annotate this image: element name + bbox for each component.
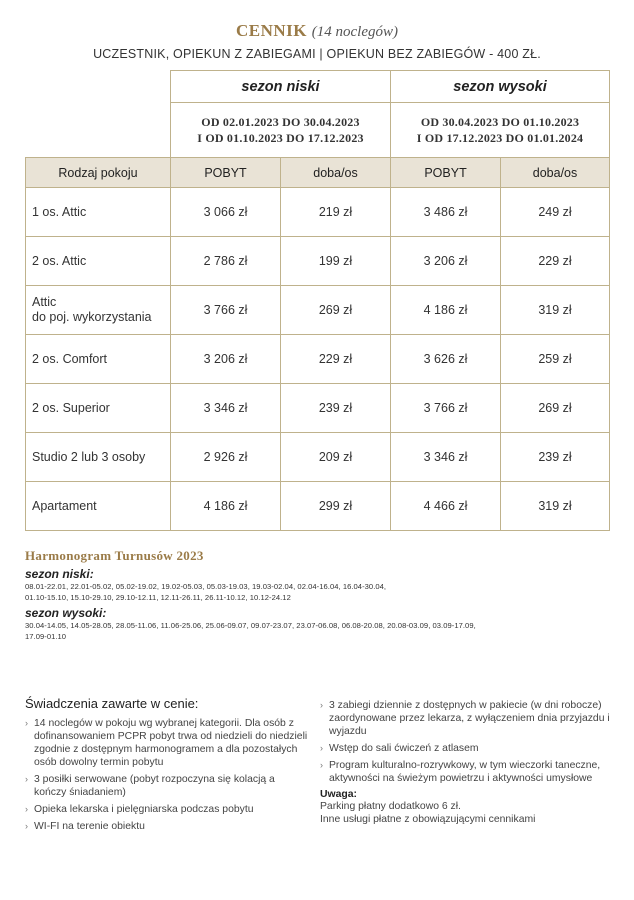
- page-header: [0, 20, 634, 61]
- list-item: [25, 803, 310, 816]
- col-header-low-doba: doba/os: [281, 158, 391, 188]
- room-name: [26, 286, 171, 335]
- benefits-right-column: [320, 699, 615, 826]
- high-pobyt-price: 3 486 zł: [391, 188, 501, 237]
- high-pobyt-price: 3 626 zł: [391, 335, 501, 384]
- page-title: CENNIK: [236, 21, 308, 40]
- table-row: [26, 188, 610, 237]
- benefit-text: 3 posiłki serwowane (pobyt rozpoczyna się kolacją a kończy śniadaniem): [34, 774, 275, 798]
- list-item: [25, 773, 310, 799]
- list-item: [25, 717, 310, 769]
- schedule-title: Harmonogram Turnusów 2023: [25, 548, 204, 563]
- low-doba-price: 239 zł: [281, 384, 391, 433]
- low-pobyt-price: 3 766 zł: [171, 286, 281, 335]
- col-header-low-pobyt: POBYT: [171, 158, 281, 188]
- chevron-right-icon: ›: [25, 821, 28, 831]
- chevron-right-icon: ›: [320, 760, 323, 770]
- high-doba-price: 229 zł: [501, 237, 610, 286]
- low-doba-price: 229 zł: [281, 335, 391, 384]
- empty-corner: [26, 71, 171, 103]
- chevron-right-icon: ›: [25, 718, 28, 728]
- low-pobyt-price: 2 786 zł: [171, 237, 281, 286]
- price-table: [25, 70, 610, 531]
- schedule-low-dates-1: 08.01-22.01, 22.01-05.02, 05.02-19.02, 19.02-05.03, 05.03-19.03, 19.03-02.04, 02.04-16.04, 16.04-30.04,: [25, 582, 387, 591]
- low-pobyt-price: 4 186 zł: [171, 482, 281, 531]
- room-name: [26, 188, 171, 237]
- chevron-right-icon: ›: [320, 700, 323, 710]
- chevron-right-icon: ›: [25, 774, 28, 784]
- note-parking: Parking płatny dodatkowo 6 zł.: [320, 801, 461, 812]
- table-row: [26, 237, 610, 286]
- high-doba-price: 319 zł: [501, 482, 610, 531]
- room-name-line1: 2 os. Superior: [32, 400, 110, 415]
- list-item: [320, 759, 615, 785]
- season-high-header: sezon wysoki: [391, 71, 610, 103]
- room-name-line1: Studio 2 lub 3 osoby: [32, 449, 146, 464]
- season-low-header: sezon niski: [171, 71, 391, 103]
- season-low-dates: [171, 103, 391, 158]
- schedule-low-dates-2: 01.10-15.10, 15.10-29.10, 29.10-12.11, 12.11-26.11, 26.11-10.12, 10.12-24.12: [25, 593, 291, 602]
- room-name-line1: 2 os. Attic: [32, 253, 87, 268]
- schedule-high-dates-2: 17.09-01.10: [25, 632, 67, 641]
- table-row: [26, 286, 610, 335]
- benefit-text: WI-FI na terenie obiektu: [34, 821, 145, 832]
- low-doba-price: 299 zł: [281, 482, 391, 531]
- table-row: [26, 482, 610, 531]
- high-pobyt-price: 4 466 zł: [391, 482, 501, 531]
- benefit-text: 14 noclegów w pokoju wg wybranej kategorii. Dla osób z dofinansowaniem PCPR pobyt trwa od niedzieli do niedzieli zgodnie z dostępnym harmonogramem a dla pozostałych osób dowolny termin pobytu: [34, 718, 308, 768]
- season-high-range2: I OD 17.12.2023 DO 01.01.2024: [416, 131, 584, 145]
- low-doba-price: 209 zł: [281, 433, 391, 482]
- room-name-line1: 1 os. Attic: [32, 204, 87, 219]
- chevron-right-icon: ›: [320, 743, 323, 753]
- room-name-line1: Apartament: [32, 498, 97, 513]
- high-doba-price: 249 zł: [501, 188, 610, 237]
- low-pobyt-price: 2 926 zł: [171, 433, 281, 482]
- schedule-high-label: sezon wysoki:: [25, 606, 107, 620]
- list-item: [25, 820, 310, 833]
- low-pobyt-price: 3 066 zł: [171, 188, 281, 237]
- page-title-line: [0, 20, 634, 43]
- list-item: [320, 699, 615, 738]
- schedule-low-label: sezon niski:: [25, 567, 94, 581]
- season-low-range1: OD 02.01.2023 DO 30.04.2023: [201, 115, 360, 129]
- col-header-room: Rodzaj pokoju: [26, 158, 171, 188]
- benefit-text: Opieka lekarska i pielęgniarska podczas pobytu: [34, 804, 254, 815]
- table-row: [26, 335, 610, 384]
- high-doba-price: 259 zł: [501, 335, 610, 384]
- room-name-line1: Attic: [32, 295, 57, 309]
- room-name: [26, 384, 171, 433]
- page-title-note: (14 noclegów): [311, 24, 398, 40]
- schedule-section: [25, 548, 615, 642]
- season-low-range2: I OD 01.10.2023 DO 17.12.2023: [197, 131, 364, 145]
- page-subtitle: UCZESTNIK, OPIEKUN Z ZABIEGAMI | OPIEKUN BEZ ZABIEGÓW - 400 ZŁ.: [93, 47, 541, 61]
- col-header-high-doba: doba/os: [501, 158, 610, 188]
- low-doba-price: 269 zł: [281, 286, 391, 335]
- high-doba-price: 269 zł: [501, 384, 610, 433]
- high-pobyt-price: 3 766 zł: [391, 384, 501, 433]
- low-doba-price: 199 zł: [281, 237, 391, 286]
- col-header-high-pobyt: POBYT: [391, 158, 501, 188]
- high-pobyt-price: 4 186 zł: [391, 286, 501, 335]
- low-pobyt-price: 3 206 zł: [171, 335, 281, 384]
- room-name-line2: do poj. wykorzystania: [32, 310, 152, 324]
- table-row: [26, 433, 610, 482]
- empty-corner-2: [26, 103, 171, 158]
- low-pobyt-price: 3 346 zł: [171, 384, 281, 433]
- room-name: [26, 482, 171, 531]
- table-row: [26, 384, 610, 433]
- room-name-line1: 2 os. Comfort: [32, 351, 108, 366]
- note-title: Uwaga:: [320, 789, 357, 800]
- high-doba-price: 319 zł: [501, 286, 610, 335]
- chevron-right-icon: ›: [25, 804, 28, 814]
- season-high-dates: [391, 103, 610, 158]
- season-high-range1: OD 30.04.2023 DO 01.10.2023: [420, 115, 580, 129]
- benefits-list-right: [320, 699, 615, 785]
- room-name: [26, 433, 171, 482]
- benefits-title: Świadczenia zawarte w cenie:: [25, 696, 199, 711]
- note-other: Inne usługi płatne z obowiązującymi cennikami: [320, 814, 536, 825]
- room-name: [26, 335, 171, 384]
- benefit-text: Program kulturalno-rozrywkowy, w tym wieczorki taneczne, aktywności na świeżym powietrzu i aktywności umysłowe: [329, 760, 601, 784]
- list-item: [320, 742, 615, 755]
- high-pobyt-price: 3 346 zł: [391, 433, 501, 482]
- low-doba-price: 219 zł: [281, 188, 391, 237]
- high-pobyt-price: 3 206 zł: [391, 237, 501, 286]
- benefits-left-column: [25, 696, 310, 837]
- high-doba-price: 239 zł: [501, 433, 610, 482]
- schedule-high-dates-1: 30.04-14.05, 14.05-28.05, 28.05-11.06, 11.06-25.06, 25.06-09.07, 09.07-23.07, 23.07-06.08, 06.08-20.08, 20.08-03.09, 03.09-17.09,: [25, 621, 476, 630]
- benefits-list-left: [25, 717, 310, 833]
- room-name: [26, 237, 171, 286]
- benefit-text: Wstęp do sali ćwiczeń z atlasem: [329, 743, 479, 754]
- benefit-text: 3 zabiegi dziennie z dostępnych w pakiecie (w dni robocze) zaordynowane przez lekarza, z wyłączeniem dnia przyjazdu i wyjazdu: [329, 700, 610, 737]
